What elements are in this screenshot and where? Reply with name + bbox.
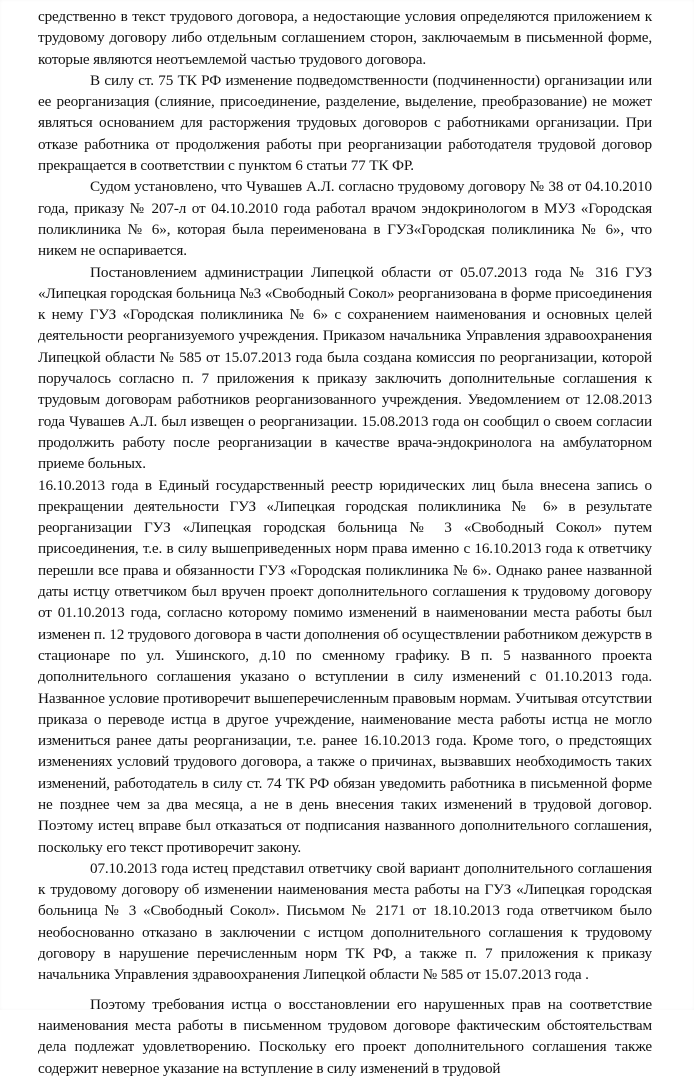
paragraph-reorganization-decree: Постановлением администрации Липецкой области от 05.07.2013 года № 316 ГУЗ «Липецкая городская больница №3 «Свободный Сокол» реорганизована в форме присоединения к нему ГУЗ «Городская поликлиника № 6» с сохранением наименования и основных целей деятельности реорганизуемого учреждения. Приказом начальника Управления здравоохранения Липецкой области № 585 от 15.07.2013 года была создана комиссия по реорганизации, которой поручалось согласно п. 7 приложения к приказу заключить дополнительные соглашения к трудовым договорам работников реорганизованного учреждения. Уведомлением от 12.08.2013 года Чувашев А.Л. был извещен о реорганизации. 15.08.2013 года он сообщил о своем согласии продолжить работу после реорганизации в качестве врача-эндокринолога на амбулаторном приеме больных.	[38, 263, 652, 473]
paragraph-court-established: Судом установлено, что Чувашев А.Л. согласно трудовому договору № 38 от 04.10.2010 года, приказу № 207-л от 04.10.2010 года работал врачом эндокринологом в МУЗ «Городская поликлиника № 6», которая была переименована в ГУЗ«Городская поликлиника № 6», что никем не оспаривается.	[38, 178, 652, 260]
paragraph-registry-entry: 16.10.2013 года в Единый государственный реестр юридических лиц была внесена запись о прекращении деятельности ГУЗ «Липецкая городская поликлиника № 6» в результате реорганизации ГУЗ «Липецкая городская больница № 3 «Свободный Сокол» путем присоединения, т.е. в силу вышеприведенных норм права именно с 16.10.2013 года к ответчику перешли все права и обязанности ГУЗ «Городская поликлиника № 6». Однако ранее названной даты истцу ответчиком был вручен проект дополнительного соглашения к трудовому договору от 01.10.2013 года, согласно которому помимо изменений в наименовании места работы был изменен п. 12 трудового договора в части дополнения об осуществлении работником дежурств в стационаре по ул. Ушинского, д.10 по сменному графику. В п. 5 названного проекта дополнительного соглашения указано о вступлении в силу изменений с 01.10.2013 года. Названное условие противоречит вышеперечисленным правовым нормам. Учитывая отсутствии приказа о переводе истца в другое учреждение, наименование места работы истца не могло измениться ранее даты реорганизации, т.е. ранее 16.10.2013 года. Кроме того, о предстоящих изменениях условий трудового договора, а также о причинах, вызвавших необходимость таких изменений, работодатель в силу ст. 74 ТК РФ обязан уведомить работника в письменной форме не позднее чем за два месяца, а не в день внесения таких изменений в трудовой договор. Поэтому истец вправе был отказаться от подписания названного дополнительного соглашения, поскольку его текст противоречит закону.	[38, 476, 652, 856]
paragraph-conclusion: Поэтому требования истца о восстановлении его нарушенных прав на соответствие наименования места работы в письменном трудовом договоре фактическим обстоятельствам дела подлежат удовлетворению. Поскольку его проект дополнительного соглашения также содержит неверное указание на вступление в силу изменений в трудовой	[38, 995, 652, 1077]
paragraph-contract-terms: средственно в текст трудового договора, а недостающие условия определяются приложением к трудовому договору либо отдельным соглашением сторон, заключаемым в письменной форме, которые являются неотъемлемой частью трудового договора.	[38, 8, 652, 68]
paragraph-plaintiff-variant: 07.10.2013 года истец представил ответчику свой вариант дополнительного соглашения к трудовому договору об изменении наименования места работы на ГУЗ «Липецкая городская больница № 3 «Свободный Сокол». Письмом № 2171 от 18.10.2013 года ответчиком было необоснованно отказано в заключении с истцом дополнительного соглашения к трудовому договору в нарушение перечисленным норм ТК РФ, а также п. 7 приложения к приказу начальника Управления здравоохранения Липецкой области № 585 от 15.07.2013 года .	[38, 859, 652, 984]
paragraph-article-75: В силу ст. 75 ТК РФ изменение подведомственности (подчиненности) организации или ее реорганизация (слияние, присоединение, разделение, выделение, преобразование) не может являться основанием для расторжения трудовых договоров с работниками организации. При отказе работника от продолжения работы при реорганизации работодателя трудовой договор прекращается в соответствии с пунктом 6 статьи 77 ТК ФР.	[38, 71, 652, 175]
